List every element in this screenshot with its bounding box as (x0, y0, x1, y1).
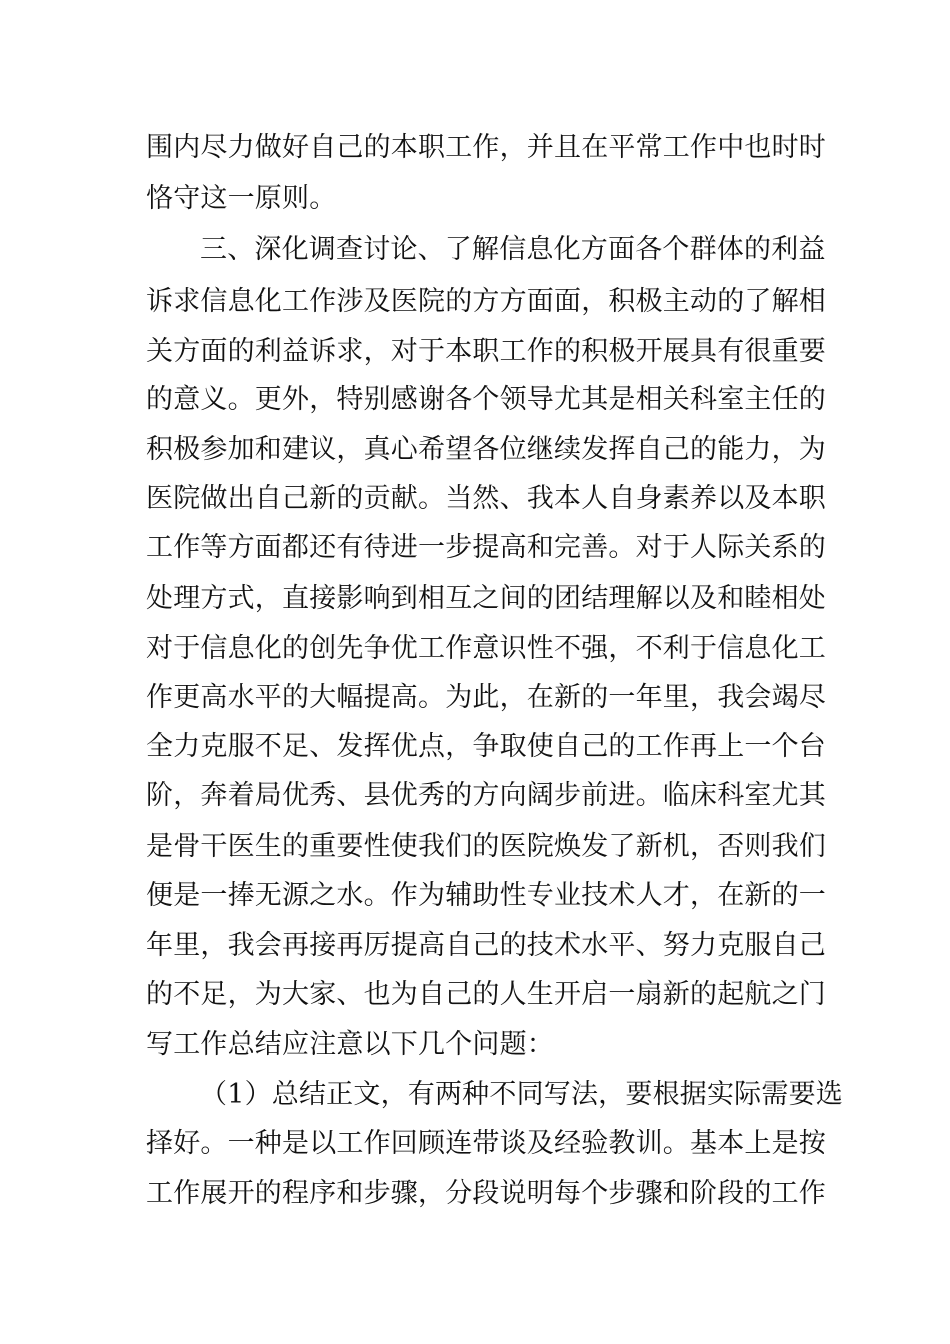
text-line: 三、深化调查讨论、了解信息化方面各个群体的利益 (200, 234, 826, 265)
text-line: 年里，我会再接再厉提高自己的技术水平、努力克服自己 (146, 930, 826, 961)
text-line: 择好。一种是以工作回顾连带谈及经验教训。基本上是按 (146, 1128, 826, 1159)
text-line: 恪守这一原则。 (146, 183, 337, 214)
text-line: 工作展开的程序和步骤，分段说明每个步骤和阶段的工作 (146, 1178, 826, 1209)
text-line: 写工作总结应注意以下几个问题： (146, 1029, 554, 1060)
text-line: 阶，奔着局优秀、县优秀的方向阔步前进。临床科室尤其 (146, 780, 826, 811)
text-line: 工作等方面都还有待进一步提高和完善。对于人际关系的 (146, 532, 826, 563)
text-line: 诉求信息化工作涉及医院的方方面面，积极主动的了解相 (146, 286, 826, 317)
text-line: 积极参加和建议，真心希望各位继续发挥自己的能力，为 (146, 434, 826, 465)
text-line: （1）总结正文，有两种不同写法，要根据实际需要选 (200, 1079, 843, 1110)
text-line: 围内尽力做好自己的本职工作，并且在平常工作中也时时 (146, 132, 826, 163)
text-line: 医院做出自己新的贡献。当然、我本人自身素养以及本职 (146, 483, 826, 514)
text-line: 便是一捧无源之水。作为辅助性专业技术人才，在新的一 (146, 880, 826, 911)
text-line: 对于信息化的创先争优工作意识性不强，不利于信息化工 (146, 633, 826, 664)
text-line: 全力克服不足、发挥优点，争取使自己的工作再上一个台 (146, 731, 826, 762)
text-line: 的意义。更外，特别感谢各个领导尤其是相关科室主任的 (146, 384, 826, 415)
text-line: 是骨干医生的重要性使我们的医院焕发了新机，否则我们 (146, 831, 826, 862)
text-line: 的不足，为大家、也为自己的人生开启一扇新的起航之门 (146, 979, 826, 1010)
text-line: 关方面的利益诉求，对于本职工作的积极开展具有很重要 (146, 336, 826, 367)
text-line: 处理方式，直接影响到相互之间的团结理解以及和睦相处 (146, 583, 826, 614)
text-line: 作更高水平的大幅提高。为此，在新的一年里，我会竭尽 (146, 682, 826, 713)
